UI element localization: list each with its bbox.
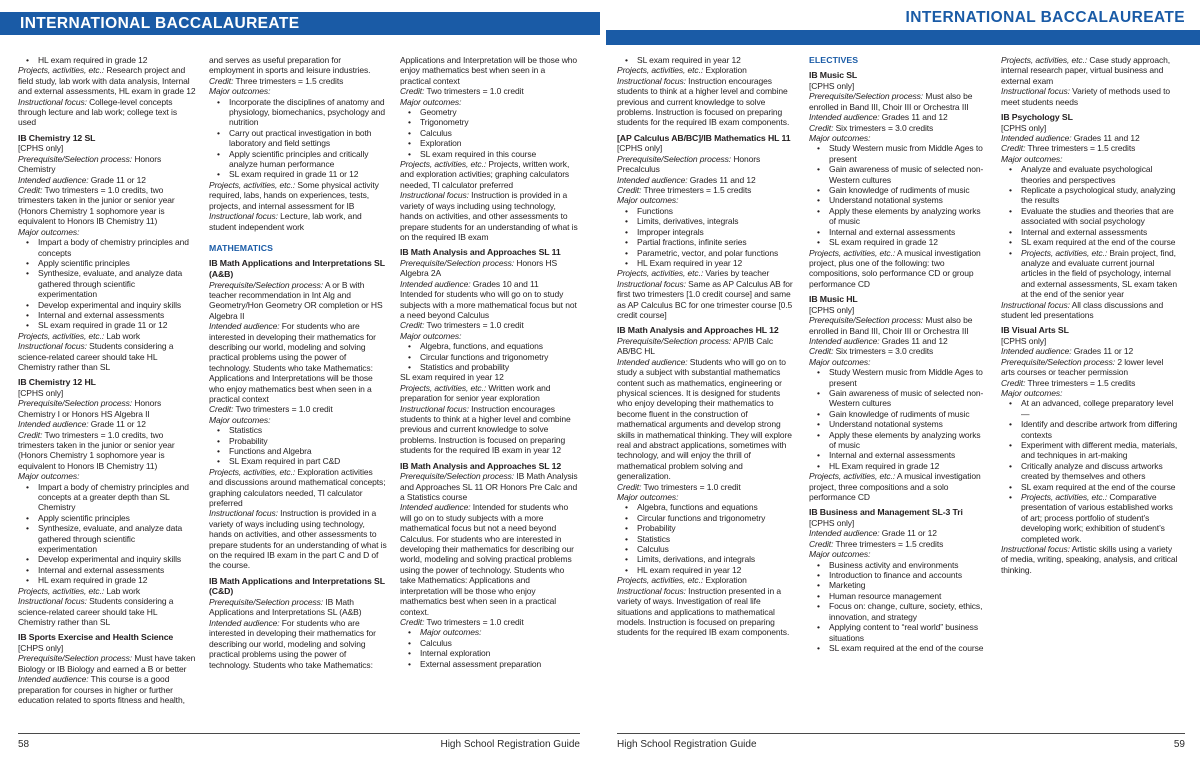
bullet-item: • SL exam required at the end of the course [1001, 482, 1179, 492]
course-title: IB Business and Management SL-3 Tri [809, 507, 963, 518]
paragraph: Prerequisite/Selection process: IB Math Analysis and Approaches SL 11 OR Honors Pre Calc and a Statistics course [400, 471, 578, 503]
paragraph: Instructional focus: Artistic skills using a variety of media, writing, speaking, analysis, and critical thinking. [1001, 544, 1178, 575]
paragraph: [CPHS only] [18, 387, 64, 398]
bullet-item: • Exploration [400, 138, 578, 148]
bullet-item: • Internal and external assessments [1001, 227, 1179, 237]
bullet-item: • Internal and external assessments [809, 450, 987, 460]
section-heading: MATHEMATICS [209, 242, 273, 253]
text-columns [18, 55, 578, 717]
bullet-item: • Analyze and evaluate psychological theories and perspectives [1001, 164, 1179, 185]
paragraph: Projects, activities, etc.: A musical investigation project, three compositions and a solo performance CD [809, 471, 981, 503]
paragraph: Credit: Three trimesters = 1.5 credits [617, 185, 752, 196]
paragraph: Credit: Two trimesters = 1.0 credit [400, 616, 524, 627]
bullet-item: • Human resource management [809, 591, 987, 601]
paragraph: Credit: Six trimesters = 3.0 credits [809, 346, 934, 357]
bullet-item: • Business activity and environments [809, 560, 987, 570]
bullet-item: • External assessment preparation [400, 659, 578, 669]
label-line: Major outcomes: [1001, 387, 1063, 398]
paragraph: Credit: Two trimesters = 1.0 credit [617, 481, 741, 492]
paragraph: Projects, activities, etc.: Some physical activity required, labs, hands on experiences, tests, projects, and internal assessment for IB [209, 179, 379, 211]
paragraph: Credit: Three trimesters = 1.5 credits [209, 75, 344, 86]
footer-guide-title: High School Registration Guide [617, 739, 757, 750]
bullet-item: • Internal exploration [400, 648, 578, 658]
paragraph: [CPHS only] [809, 81, 855, 91]
paragraph: Intended audience: For students who are interested in developing their mathematics for describing our world, modeling and solving practical problems using the power of technology. Students who take Mathematics: [209, 617, 376, 670]
bullet-item: • Applying content to “real world” business situations [809, 622, 987, 643]
bullet-item: • Understand notational systems [809, 419, 987, 429]
bullet-item: • Develop experimental and inquiry skills [18, 554, 196, 564]
paragraph: Credit: Six trimesters = 3.0 credits [809, 122, 934, 133]
paragraph: Intended audience: Grades 11 and 12 [809, 112, 948, 123]
page-number: 59 [1173, 739, 1185, 750]
course-title: IB Math Analysis and Approaches HL 12 [617, 325, 779, 336]
paragraph: Prerequisite/Selection process: Must also be enrolled in Band III, Choir III or Orchestra III [809, 315, 973, 336]
paragraph: Projects, activities, etc.: Exploration [617, 65, 747, 76]
page-header-band [0, 12, 600, 35]
bullet-item: • SL exam required in year 12 [617, 55, 795, 65]
paragraph: Intended audience: Students who will go on to study a subject with substantial mathematics content such as mathematics, engineering or physical sciences. It is designed for students who enjoy developing their mathematics to become fluent in the construction of mathematical arguments and develop strong skills in mathematical thinking. They will explore real and abstract applications, sometimes with technology, and will enjoy the thrill of mathematical problem solving and generalization. [617, 356, 792, 482]
paragraph: Prerequisite/Selection process: IB Math Applications and Interpretations SL (A&B) [209, 597, 362, 618]
paragraph: Applications and Interpretation will be those who enjoy mathematics best when seen in a practical context [400, 55, 578, 86]
text-columns [617, 55, 1179, 717]
paragraph: Credit: Three trimesters = 1.5 credits [809, 538, 944, 549]
text-column [209, 55, 387, 717]
bullet-item: • Incorporate the disciplines of anatomy and physiology, biomechanics, psychology and nutrition [209, 97, 387, 128]
bullet-item: • HL Exam required in grade 12 [809, 461, 987, 471]
bullet-item: • Replicate a psychological study, analyzing the results [1001, 185, 1179, 206]
paragraph: Intended audience: Grade 11 or 12 [18, 419, 146, 430]
paragraph: Credit: Two trimesters = 1.0 credit [209, 404, 333, 415]
bullet-item: • Projects, activities, etc.: Comparative presentation of various established works of art; process portfolio of student’s developing work; exhibition of student’s completed work. [1001, 492, 1179, 544]
paragraph: Instructional focus: Instruction presented in a variety of ways. Investigation of real life situations and applications to mathematical models. Instruction is focused on preparing students for the required IB exam components. [617, 585, 790, 638]
bullet-item: • Impart a body of chemistry principles and concepts [18, 237, 196, 258]
label-line: Major outcomes: [18, 226, 80, 237]
label-line: Major outcomes: [1001, 153, 1063, 164]
bullet-item: • Critically analyze and discuss artworks created by themselves and others [1001, 461, 1179, 482]
bullet-item: • SL Exam required in part C&D [209, 456, 387, 466]
bullet-item: • Trigonometry [400, 117, 578, 127]
bullet-item: • Statistics and probability [400, 362, 578, 372]
label-line: Major outcomes: [209, 414, 271, 425]
paragraph: Instructional focus: Lecture, lab work, and student independent work [209, 211, 362, 232]
course-title: [AP Calculus AB/BC]/IB Mathematics HL 11 [617, 132, 791, 143]
course-title: IB Visual Arts SL [1001, 325, 1069, 336]
course-title: IB Chemistry 12 HL [18, 377, 96, 388]
paragraph: [CHPS only] [18, 642, 64, 653]
label-line: Major outcomes: [809, 356, 871, 367]
bullet-item: • Study Western music from Middle Ages to present [809, 367, 987, 388]
course-title: IB Sports Exercise and Health Science [18, 632, 174, 643]
paragraph: Intended audience: Grades 11 and 12 [1001, 133, 1140, 144]
bullet-item: • Major outcomes: [400, 627, 578, 637]
paragraph: [CPHS only] [617, 143, 663, 154]
bullet-item: • Introduction to finance and accounts [809, 570, 987, 580]
bullet-item: • Internal and external assessments [18, 310, 196, 320]
paragraph: Projects, activities, etc.: Exploration activities and discussions around mathematical concepts; graphing calculators needed, TI calculator preferred [209, 466, 386, 509]
bullet-item: • Synthesize, evaluate, and analyze data gathered through scientific experimentation [18, 523, 196, 554]
bullet-item: • Apply scientific principles [18, 513, 196, 523]
bullet-item: • Synthesize, evaluate, and analyze data gathered through scientific experimentation [18, 268, 196, 299]
paragraph: Projects, activities, etc.: Varies by teacher [617, 268, 770, 279]
paragraph: SL exam required in year 12 [400, 372, 504, 383]
course-title: IB Math Analysis and Approaches SL 12 [400, 460, 562, 471]
bullet-item: • Calculus [617, 544, 795, 554]
paragraph: Credit: Two trimesters = 1.0 credit [400, 86, 524, 97]
bullet-item: • Internal and external assessments [809, 227, 987, 237]
paragraph: Projects, activities, etc.: Lab work [18, 330, 141, 341]
bullet-item: • Apply scientific principles [18, 258, 196, 268]
paragraph: Instructional focus: All class discussions and student led presentations [1001, 299, 1164, 320]
paragraph: [CPHS only] [1001, 122, 1047, 133]
paragraph: Intended audience: This course is a good preparation for courses in higher or further education related to sports fitness and health, [18, 674, 185, 705]
paragraph: Instructional focus: Variety of methods used to meet students needs [1001, 86, 1171, 107]
paragraph: Prerequisite/Selection process: Honors HS Algebra 2A [400, 257, 558, 279]
bullet-item: • Statistics [209, 425, 387, 435]
paragraph: Intended audience: Grade 11 or 12 [809, 528, 937, 539]
bullet-item: • Partial fractions, infinite series [617, 237, 795, 247]
bullet-item: • Calculus [400, 638, 578, 648]
bullet-item: • HL exam required in year 12 [617, 565, 795, 575]
label-line: Major outcomes: [809, 133, 871, 144]
page-number: 58 [18, 739, 30, 750]
text-column [400, 55, 578, 717]
paragraph: Credit: Two trimesters = 1.0 credit [400, 320, 524, 331]
course-title: IB Math Analysis and Approaches SL 11 [400, 247, 561, 258]
paragraph: Intended for students who will go on to study subjects with a more mathematical focus but not a need beyond Calculus [400, 289, 577, 320]
paragraph: and serves as useful preparation for employment in sports and leisure industries. [209, 55, 371, 76]
course-title: IB Psychology SL [1001, 112, 1073, 123]
bullet-item: • Algebra, functions and equations [617, 502, 795, 512]
paragraph: Intended audience: Grades 11 and 12 [617, 174, 756, 185]
bullet-item: • Calculus [400, 128, 578, 138]
paragraph: Prerequisite/Selection process: AP/IB Calc AB/BC HL [617, 335, 773, 357]
paragraph: [CPHS only] [18, 143, 64, 154]
paragraph: Intended audience: Grades 11 or 12 [1001, 346, 1134, 357]
label-line: Major outcomes: [809, 549, 871, 560]
bullet-item: • Internal and external assessments [18, 565, 196, 575]
label-line: Major outcomes: [400, 330, 462, 341]
page-footer [617, 733, 1185, 750]
paragraph: [CPHS only] [1001, 335, 1047, 346]
bullet-item: • Limits, derivatives, integrals [617, 216, 795, 226]
course-title: IB Chemistry 12 SL [18, 132, 96, 143]
bullet-item: • SL exam required at the end of the course [809, 643, 987, 653]
bullet-item: • Evaluate the studies and theories that are associated with social psychology [1001, 206, 1179, 227]
bullet-item: • SL exam required at the end of the course [1001, 237, 1179, 247]
bullet-item: • Gain knowledge of rudiments of music [809, 185, 987, 195]
paragraph: Intended audience: Intended for students who will go on to study subjects with a more mathematical focus but not a need beyond Calculus. For students who are interested in developing their mathematics for describing our world, modeling and solving practical problems using the power of technology. Students who take Mathematics: Applications and interpretation will be those who enjoy mathematics best when seen in a practical context. [400, 502, 574, 617]
text-column [809, 55, 987, 717]
bullet-item: • Gain awareness of music of selected non-Western cultures [809, 164, 987, 185]
bullet-item: • SL exam required in grade 12 [809, 237, 987, 247]
bullet-item: • Algebra, functions, and equations [400, 341, 578, 351]
bullet-item: • Projects, activities, etc.: Brain project, find, analyze and evaluate current journal articles in the field of psychology, internal and external assessments, SL exam taken at the end of the senior year [1001, 248, 1179, 300]
paragraph: Credit: Two trimesters = 1.0 credits, two trimesters taken in the junior or senior year (Honors Chemistry 1 sophomore year is equivalent to Honors IB Chemistry 11) [18, 185, 175, 227]
paragraph: Instructional focus: Instruction encourages students to think at a higher level and combine previous and current knowledge to solve problems. Instruction is focused on preparing students for the required IB exam components. [617, 75, 790, 128]
label-line: Major outcomes: [400, 96, 462, 107]
bullet-item: • Limits, derivations, and integrals [617, 554, 795, 564]
footer-guide-title: High School Registration Guide [440, 739, 580, 750]
bullet-item: • Understand notational systems [809, 195, 987, 205]
bullet-item: • Gain awareness of music of selected non-Western cultures [809, 388, 987, 409]
paragraph: Prerequisite/Selection process: Must also be enrolled in Band III, Choir III or Orchestra III [809, 91, 973, 112]
bullet-item: • Functions [617, 206, 795, 216]
bullet-item: • SL exam required in grade 11 or 12 [18, 320, 196, 330]
paragraph: Projects, activities, etc.: Written work and preparation for senior year exploration [400, 382, 551, 404]
paragraph: Instructional focus: Instruction is provided in a variety of ways including using technology, hands on activities, and other assessments to prepare students for an understanding of what is on the required IB exam [400, 190, 578, 242]
page-footer [18, 733, 580, 750]
text-column [617, 55, 795, 717]
paragraph: Instructional focus: Same as AP Calculus AB for first two trimesters [1.0 credit course] and same as AP Calculus BC for one trimester course [0.5 credit course] [617, 278, 793, 320]
paragraph: Instructional focus: Instruction encourages students to think at a higher level and combine previous and current knowledge to solve problems. Instruction is focused on preparing students for the required IB exam in year 12 [400, 403, 571, 456]
bullet-item: • Parametric, vector, and polar functions [617, 248, 795, 258]
page-title: INTERNATIONAL BACCALAUREATE [20, 15, 300, 32]
bullet-item: • Marketing [809, 580, 987, 590]
bullet-item: • At an advanced, college preparatory level— [1001, 398, 1179, 419]
paragraph: Projects, activities, etc.: Projects, written work, and exploration activities; graphing calculators needed, TI calculator preferred [400, 159, 570, 190]
course-title: IB Music HL [809, 294, 858, 305]
bullet-item: • Probability [209, 436, 387, 446]
paragraph: Instructional focus: Students considering a science-related career should take HL Chemistry rather than SL [18, 341, 174, 372]
paragraph: Credit: Two trimesters = 1.0 credits, two trimesters taken in the junior or senior year (Honors Chemistry 1 sophomore year is equivalent to Honors IB Chemistry 11) [18, 429, 175, 471]
bullet-item: • HL exam required in grade 12 [18, 575, 196, 585]
paragraph: [CPHS only] [809, 518, 855, 529]
bullet-item: • SL exam required in grade 11 or 12 [209, 169, 387, 179]
paragraph: Projects, activities, etc.: Exploration [617, 575, 747, 586]
course-title: IB Math Applications and Interpretations SL (C&D) [209, 575, 385, 597]
paragraph: Prerequisite/Selection process: A or B with teacher recommendation in Int Alg and Geometry/Hon Geometry OR completion or HS Algebra II [209, 279, 383, 321]
bullet-item: • Focus on: change, culture, society, ethics, innovation, and strategy [809, 601, 987, 622]
page-title: INTERNATIONAL BACCALAUREATE [905, 9, 1185, 26]
course-title: IB Music SL [809, 70, 858, 81]
bullet-item: • Study Western music from Middle Ages to present [809, 143, 987, 164]
bullet-item: • Experiment with different media, materials, and techniques in art-making [1001, 440, 1179, 461]
bullet-item: • Identify and describe artwork from differing contexts [1001, 419, 1179, 440]
paragraph: Prerequisite/Selection process: 2 lower level arts courses or teacher permission [1001, 356, 1164, 378]
paragraph: Projects, activities, etc.: Research project and field study, lab work with data analysis, Internal and external assessments, HL exam in grade 12 [18, 65, 196, 97]
bullet-item: • Apply these elements by analyzing works of music [809, 430, 987, 451]
bullet-item: • Gain knowledge of rudiments of music [809, 409, 987, 419]
paragraph: Intended audience: Grades 11 and 12 [809, 335, 948, 346]
bullet-item: • Geometry [400, 107, 578, 117]
paragraph: [CPHS only] [809, 304, 855, 315]
paragraph: Instructional focus: College-level concepts through lecture and lab work; college text is used [18, 96, 177, 128]
bullet-item: • Improper integrals [617, 227, 795, 237]
bullet-item: • HL Exam required in year 12 [617, 258, 795, 268]
paragraph: Projects, activities, etc.: Lab work [18, 585, 141, 596]
bullet-item: • Carry out practical investigation in both laboratory and field settings [209, 128, 387, 149]
paragraph: Instructional focus: Instruction is provided in a variety of ways including using technology, hands on activities, and other assessments to prepare students for an understanding of what is on the required IB exam in the part C and D of the course. [209, 508, 387, 571]
paragraph: Credit: Three trimesters = 1.5 credits [1001, 377, 1136, 388]
bullet-item: • Apply these elements by analyzing works of music [809, 206, 987, 227]
paragraph: Projects, activities, etc.: A musical investigation project, plus one of the following: two compositions, solo performance CD or group performance CD [809, 247, 981, 289]
course-title: IB Math Applications and Interpretations SL (A&B) [209, 258, 385, 279]
paragraph: Prerequisite/Selection process: Honors Chemistry [18, 153, 162, 175]
page-header-band [606, 30, 1200, 45]
text-column [1001, 55, 1179, 717]
paragraph: Prerequisite/Selection process: Honors Chemistry I or Honors HS Algebra II [18, 398, 162, 419]
label-line: Major outcomes: [18, 471, 80, 482]
paragraph: Credit: Three trimesters = 1.5 credits [1001, 143, 1136, 154]
bullet-item: • Circular functions and trigonometry [400, 352, 578, 362]
label-line: Major outcomes: [617, 195, 679, 206]
paragraph: Intended audience: For students who are interested in developing their mathematics for describing our world, modeling and solving practical problems using the power of technology. Students who take Mathematics: Applications and Interpretations will be those who enjoy mathematics best when seen in a practical context [209, 321, 376, 404]
paragraph: Intended audience: Grade 11 or 12 [18, 174, 146, 185]
section-heading: ELECTIVES [809, 55, 859, 65]
bullet-item: • HL exam required in grade 12 [18, 55, 196, 65]
paragraph: Intended audience: Grades 10 and 11 [400, 278, 539, 289]
text-column [18, 55, 196, 717]
label-line: Major outcomes: [617, 492, 679, 503]
bullet-item: • SL exam required in this course [400, 149, 578, 159]
bullet-item: • Develop experimental and inquiry skills [18, 300, 196, 310]
page-right [600, 0, 1200, 763]
bullet-item: • Apply scientific principles and critically analyze human performance [209, 149, 387, 170]
label-line: Major outcomes: [209, 86, 271, 97]
bullet-item: • Probability [617, 523, 795, 533]
paragraph: Prerequisite/Selection process: Honors Precalculus [617, 153, 761, 175]
bullet-item: • Impart a body of chemistry principles and concepts at a greater depth than SL Chemistry [18, 482, 196, 513]
bullet-item: • Statistics [617, 534, 795, 544]
paragraph: Projects, activities, etc.: Case study approach, internal research paper, virtual business and external exam [1001, 55, 1171, 86]
paragraph: Instructional focus: Students considering a science-related career should take HL Chemistry rather than SL [18, 596, 174, 627]
bullet-item: • Functions and Algebra [209, 446, 387, 456]
paragraph: Prerequisite/Selection process: Must have taken Biology or IB Biology and earned a B or better [18, 653, 196, 674]
bullet-item: • Circular functions and trigonometry [617, 513, 795, 523]
